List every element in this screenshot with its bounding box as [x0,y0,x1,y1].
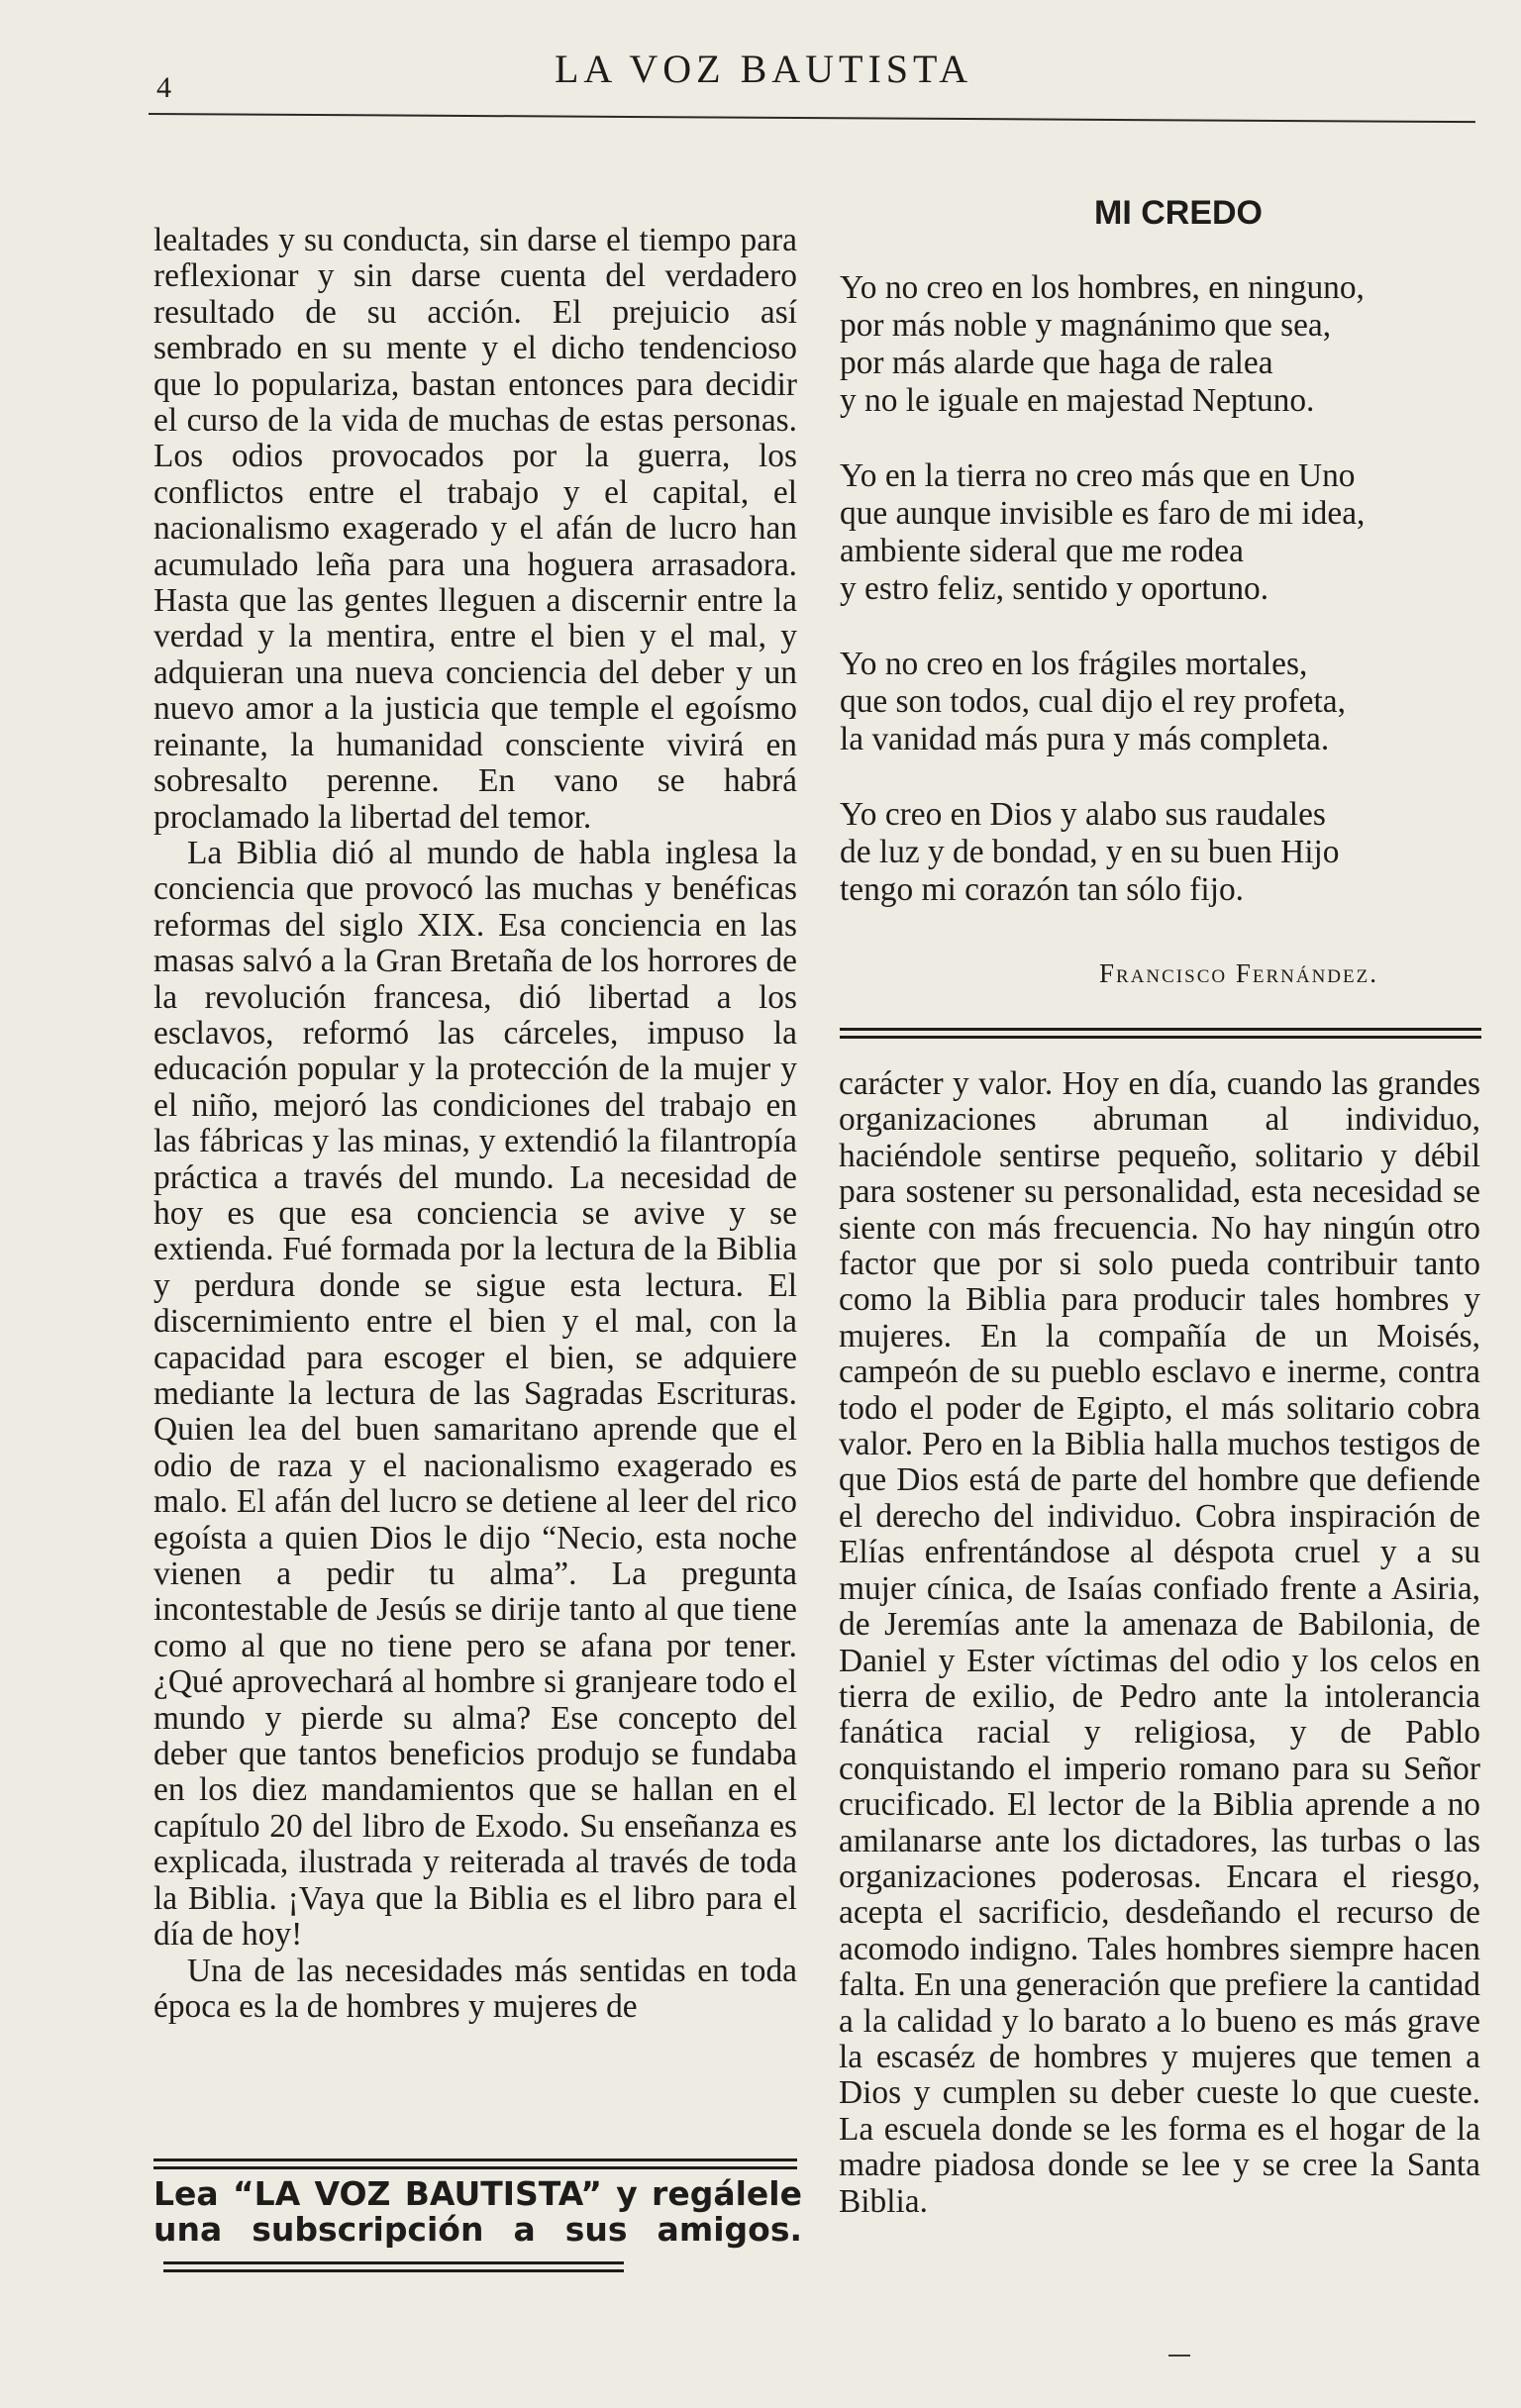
poem-stanza [840,796,1493,909]
poem-line: y no le iguale en majestad Neptuno. [840,382,1315,419]
poem-author: Francisco Fernández. [1099,958,1378,988]
poem-stanza [840,269,1493,420]
poem [840,269,1493,947]
poem-line: que aunque invisible es faro de mi idea, [840,495,1366,532]
page-mark [1168,2355,1190,2357]
paragraph: lealtades y su conducta, sin darse el tiempo para reflexionar y sin darse cuenta del verdadero resultado de su acción. El prejuicio así sembrado en su mente y el dicho tendencioso que lo populariza, bastan entonces para decidir el curso de la vida de muchas de estas personas. Los odios provocados por la guerra, los conflictos entre el trabajo y el capital, el nacionalismo exagerado y el afán de lucro han acumulado leña para una hoguera arrasadora. Hasta que las gentes lleguen a discernir entre la verdad y la mentira, entre el bien y el mal, y adquieran una nueva conciencia del deber y un nuevo amor a la justicia que temple el egoísmo reinante, la humanidad consciente vivirá en sobresalto perenne. En vano se habrá proclamado la libertad del temor. [153,222,797,836]
poem-line: de luz y de bondad, y en su buen Hijo [840,834,1340,870]
poem-title: MI CREDO [1094,194,1263,232]
advert-divider [153,2158,797,2169]
poem-line: por más alarde que haga de ralea [840,345,1273,381]
page-number: 4 [156,71,171,104]
running-title: LA VOZ BAUTISTA [555,47,973,91]
advert-text: Lea “LA VOZ BAUTISTA” y regálele una subscripción a sus amigos. [153,2174,802,2249]
poem-line: la vanidad más pura y más completa. [840,721,1330,757]
paragraph: Una de las necesidades más sentidas en toda época es la de hombres y mujeres de [153,1952,797,2025]
poem-stanza [840,457,1493,608]
paragraph: carácter y valor. Hoy en día, cuando las grandes organizaciones abruman al individuo, haciéndole sentirse pequeño, solitario y débil para sostener su personalidad, esta necesidad se siente con más frecuencia. No hay ningún otro factor que por si solo pueda contribuir tanto como la Biblia para producir tales hombres y mujeres. En la compañía de un Moisés, campeón de su pueblo esclavo e inerme, contra todo el poder de Egipto, el más solitario cobra valor. Pero en la Biblia halla muchos testigos de que Dios está de parte del hombre que defiende el derecho del individuo. Cobra inspiración de Elías enfrentándose al déspota cruel y a su mujer cínica, de Isaías confiado frente a Asiria, de Jeremías ante la amenaza de Babilonia, de Daniel y Ester víctimas del odio y los celos en tierra de exilio, de Pedro ante la intolerancia fanática racial y religiosa, y de Pablo conquistando el imperio romano para su Señor crucificado. El lector de la Biblia aprende a no amilanarse ante los dictadores, las turbas o las organizaciones poderosas. Encara el riesgo, acepta el sacrificio, desdeñando el recurso de acomodo indigno. Tales hombres siempre hacen falta. En una generación que prefiere la cantidad a la calidad y lo barato a lo bueno es más grave la escaséz de hombres y mujeres que temen a Dios y cumplen su deber cueste lo que cueste. La escuela donde se les forma es el hogar de la madre piadosa donde se lee y se cree la Santa Biblia. [839,1065,1480,2220]
poem-stanza [840,646,1493,758]
left-column [153,223,797,2025]
paragraph: La Biblia dió al mundo de habla inglesa la conciencia que provocó las muchas y benéficas reformas del siglo XIX. Esa conciencia en las masas salvó a la Gran Bretaña de los horrores de la revolución francesa, dió libertad a los esclavos, reformó las cárceles, impuso la educación popular y la protección de la mujer y el niño, mejoró las condiciones del trabajo en las fábricas y las minas, y extendió la filantropía práctica a través del mundo. La necesidad de hoy es que esa conciencia se avive y se extienda. Fué formada por la lectura de la Biblia y perdura donde se sigue esta lectura. El discernimiento entre el bien y el mal, con la capacidad para escoger el bien, se adquiere mediante la lectura de las Sagradas Escrituras. Quien lea del buen samaritano aprende que el odio de raza y el nacionalismo exagerado es malo. El afán del lucro se detiene al leer del rico egoísta a quien Dios le dijo “Necio, esta noche vienen a pedir tu alma”. La pregunta incontestable de Jesús se dirije tanto al que tiene como al que no tiene pero se afana por tener. ¿Qué aprovechará al hombre si granjeare todo el mundo y pierde su alma? Ese concepto del deber que tantos beneficios produjo se fundaba en los diez mandamientos que se hallan en el capítulo 20 del libro de Exodo. Su enseñanza es explicada, ilustrada y reiterada al través de toda la Biblia. ¡Vaya que la Biblia es el libro para el día de hoy! [153,834,797,1954]
poem-line: Yo creo en Dios y alabo sus raudales [840,796,1326,833]
poem-line: Yo no creo en los hombres, en ninguno, [840,269,1365,306]
poem-line: Yo no creo en los frágiles mortales, [840,646,1308,682]
subscription-advert [153,2176,802,2283]
poem-line: ambiente sideral que me rodea [840,533,1244,569]
poem-line: por más noble y magnánimo que sea, [840,307,1332,344]
poem-line: Yo en la tierra no creo más que en Uno [840,457,1356,494]
poem-line: tengo mi corazón tan sólo fijo. [840,871,1245,908]
section-divider [840,1028,1481,1039]
poem-line: y estro feliz, sentido y oportuno. [840,570,1269,607]
header-rule [149,113,1475,123]
advert-rule [163,2261,624,2272]
poem-line: que son todos, cual dijo el rey profeta, [840,683,1346,720]
right-column [839,1066,1480,2220]
